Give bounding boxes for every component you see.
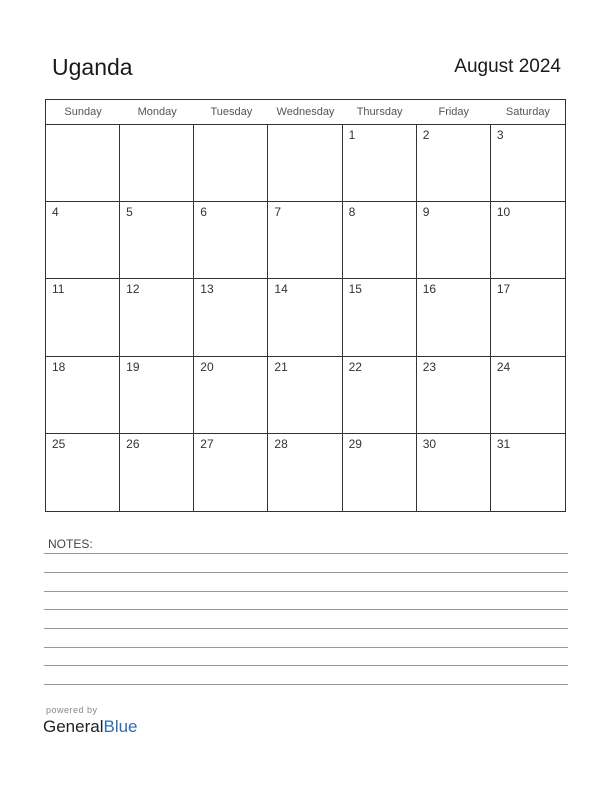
note-line (44, 647, 568, 648)
day-cell: 3 (491, 125, 565, 202)
weeks-grid (46, 125, 565, 511)
day-cell: 10 (491, 202, 565, 279)
day-cell: 29 (343, 434, 417, 511)
day-cell: 28 (268, 434, 342, 511)
note-line (44, 591, 568, 592)
day-cell: 20 (194, 357, 268, 434)
brand-general-text: General (43, 717, 104, 736)
day-cell: 7 (268, 202, 342, 279)
day-cell: 25 (46, 434, 120, 511)
weekday-thursday: Thursday (356, 106, 403, 118)
day-cell: 9 (417, 202, 491, 279)
day-cell (268, 125, 342, 202)
note-line (44, 665, 568, 666)
day-cell: 5 (120, 202, 194, 279)
notes-label: NOTES: (48, 537, 93, 551)
day-cell: 30 (417, 434, 491, 511)
weekday-tuesday: Tuesday (210, 106, 253, 118)
day-cell: 14 (268, 279, 342, 356)
note-line (44, 572, 568, 573)
day-cell: 12 (120, 279, 194, 356)
day-cell: 27 (194, 434, 268, 511)
weekday-friday: Friday (438, 106, 470, 118)
day-cell: 18 (46, 357, 120, 434)
day-cell: 22 (343, 357, 417, 434)
day-cell: 19 (120, 357, 194, 434)
day-cell: 6 (194, 202, 268, 279)
weekday-monday: Monday (137, 106, 177, 118)
day-cell: 15 (343, 279, 417, 356)
day-cell: 23 (417, 357, 491, 434)
day-cell (46, 125, 120, 202)
calendar-grid (45, 99, 566, 512)
note-line (44, 553, 568, 554)
day-cell: 17 (491, 279, 565, 356)
brand-blue-text: Blue (103, 717, 138, 736)
day-cell: 8 (343, 202, 417, 279)
month-title: August 2024 (454, 56, 561, 77)
day-cell: 26 (120, 434, 194, 511)
country-title: Uganda (52, 54, 133, 80)
day-cell (120, 125, 194, 202)
day-cell: 16 (417, 279, 491, 356)
weekday-header-row (46, 100, 565, 125)
day-cell: 13 (194, 279, 268, 356)
generalblue-logo[interactable] (43, 717, 138, 737)
note-line (44, 609, 568, 610)
weekday-saturday: Saturday (505, 106, 550, 118)
note-line (44, 628, 568, 629)
day-cell: 4 (46, 202, 120, 279)
day-cell: 11 (46, 279, 120, 356)
note-line (44, 684, 568, 685)
day-cell: 2 (417, 125, 491, 202)
day-cell: 24 (491, 357, 565, 434)
day-cell (194, 125, 268, 202)
powered-by-text: powered by (46, 705, 98, 715)
day-cell: 1 (343, 125, 417, 202)
weekday-wednesday: Wednesday (276, 106, 335, 118)
day-cell: 21 (268, 357, 342, 434)
weekday-sunday: Sunday (64, 106, 102, 118)
day-cell: 31 (496, 436, 511, 451)
